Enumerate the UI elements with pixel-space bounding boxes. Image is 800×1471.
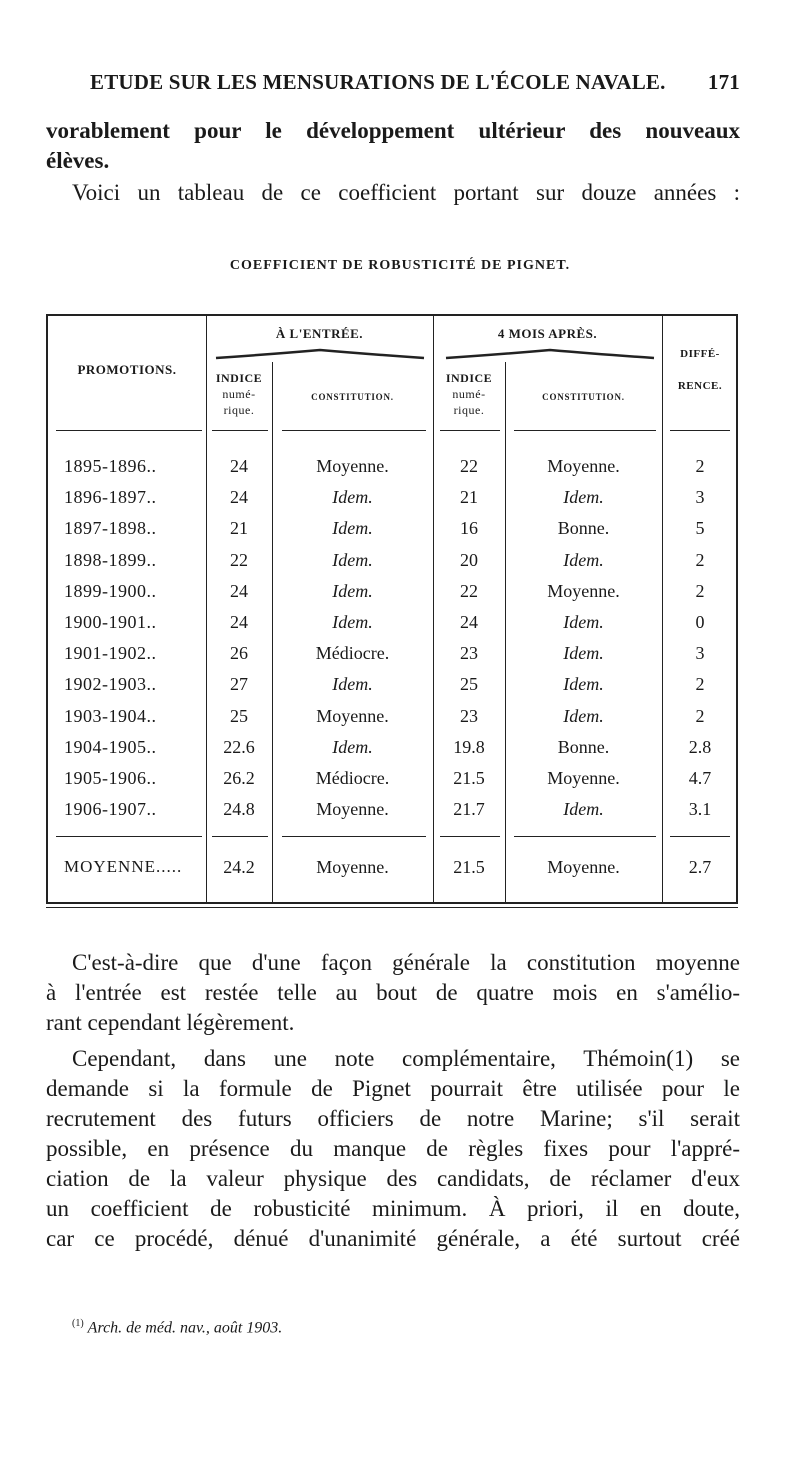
header-difference-2: RENCE. bbox=[677, 380, 723, 392]
table-row bbox=[0, 612, 800, 642]
difference-cell: 2 bbox=[695, 705, 705, 726]
constitution-apres-cell: Moyenne. bbox=[547, 768, 620, 788]
constitution-entree-cell: Médiocre. bbox=[315, 643, 390, 664]
header-promotions: PROMOTIONS. bbox=[77, 362, 177, 377]
table-title: COEFFICIENT DE ROBUSTICITÉ DE PIGNET. bbox=[229, 258, 571, 273]
constitution-apres-cell: Idem. bbox=[563, 643, 604, 664]
footnote bbox=[72, 1318, 282, 1337]
header-difference-1: DIFFÉ- bbox=[680, 348, 720, 360]
header-rule bbox=[282, 430, 426, 431]
table-row bbox=[0, 643, 800, 673]
indice-apres-cell: 21 bbox=[460, 487, 478, 508]
brace-apres bbox=[444, 348, 656, 362]
difference-cell: 2 bbox=[695, 674, 705, 695]
promotion-cell: 1906-1907.. bbox=[64, 799, 157, 820]
promotion-cell: 1896-1897.. bbox=[64, 487, 157, 508]
intro-line-1: vorablement pour le développement ultérieur des nouveaux bbox=[46, 118, 740, 143]
constitution-entree-cell: Moyenne. bbox=[316, 799, 389, 820]
header-rule bbox=[212, 430, 268, 431]
average-label: MOYENNE..... bbox=[64, 857, 183, 876]
header-entree: À L'ENTRÉE. bbox=[275, 326, 364, 341]
constitution-apres-cell: Moyenne. bbox=[547, 580, 620, 601]
average-rule bbox=[56, 836, 202, 837]
footnote-text: Arch. de méd. nav., août 1903. bbox=[87, 1319, 283, 1337]
difference-cell: 2 bbox=[695, 549, 705, 570]
indice-apres-cell: 25 bbox=[460, 674, 478, 695]
indice-apres-cell: 22 bbox=[460, 456, 478, 476]
average-rule bbox=[440, 836, 500, 837]
promotion-cell: 1897-1898.. bbox=[64, 518, 157, 539]
indice-entree-cell: 22 bbox=[230, 549, 248, 570]
average-indice1: 24.2 bbox=[223, 857, 255, 877]
constitution-entree-cell: Médiocre. bbox=[315, 768, 390, 788]
header-apres: 4 MOIS APRÈS. bbox=[497, 326, 598, 341]
body-line: ciation de la valeur physique des candidats, de réclamer d'eux bbox=[46, 1166, 740, 1191]
constitution-entree-cell: Moyenne. bbox=[316, 705, 389, 726]
table-row bbox=[0, 674, 800, 704]
body-line: C'est-à-dire que d'une façon générale la constitution moyenne bbox=[72, 950, 740, 975]
average-rule bbox=[282, 836, 426, 837]
indice-apres-cell: 16 bbox=[460, 518, 478, 539]
table-row bbox=[0, 518, 800, 548]
indice-apres-cell: 24 bbox=[460, 612, 478, 632]
indice-entree-cell: 21 bbox=[230, 518, 248, 539]
indice-entree-cell: 26 bbox=[230, 643, 248, 664]
intro-lead bbox=[72, 178, 740, 208]
body-line: car ce procédé, dénué d'unanimité générale, a été surtout créé bbox=[46, 1226, 740, 1251]
body-line: demande si la formule de Pignet pourrait être utilisée pour le bbox=[46, 1076, 740, 1101]
indice-apres-cell: 21.7 bbox=[453, 799, 485, 820]
intro-line-2: élèves. bbox=[46, 148, 110, 173]
body-line: recrutement des futurs officiers de notre Marine; s'il serait bbox=[46, 1106, 740, 1131]
constitution-apres-cell: Idem. bbox=[563, 705, 604, 726]
promotion-cell: 1903-1904.. bbox=[64, 705, 157, 726]
table-row bbox=[0, 768, 800, 798]
header-rule bbox=[670, 430, 730, 431]
indice-entree-cell: 24 bbox=[230, 456, 248, 476]
page-number: 171 bbox=[707, 70, 740, 94]
constitution-apres-cell: Idem. bbox=[563, 487, 604, 508]
difference-cell: 5 bbox=[695, 518, 705, 539]
difference-cell: 3.1 bbox=[688, 799, 712, 820]
promotion-cell: 1901-1902.. bbox=[64, 643, 157, 664]
constitution-entree-cell: Idem. bbox=[332, 518, 373, 539]
constitution-apres-cell: Idem. bbox=[563, 549, 604, 570]
constitution-entree-cell: Idem. bbox=[332, 674, 373, 695]
difference-cell: 3 bbox=[695, 643, 705, 664]
body-line: possible, en présence du manque de règles fixes pour l'appré- bbox=[46, 1136, 740, 1161]
table-row bbox=[0, 456, 800, 486]
table-row bbox=[0, 737, 800, 767]
intro-line-3: Voici un tableau de ce coefficient portant sur douze années : bbox=[72, 180, 740, 205]
header-constitution-apres: CONSTITUTION. bbox=[542, 392, 625, 402]
indice-apres-cell: 20 bbox=[460, 549, 478, 570]
average-rule bbox=[670, 836, 730, 837]
difference-cell: 3 bbox=[695, 487, 705, 508]
difference-cell: 0 bbox=[695, 612, 705, 632]
indice-entree-cell: 22.6 bbox=[223, 736, 255, 757]
table-average-row bbox=[0, 857, 800, 887]
indice-entree-cell: 26.2 bbox=[223, 768, 255, 788]
table-row bbox=[0, 550, 800, 580]
indice-entree-cell: 24 bbox=[230, 612, 248, 632]
body-line: rant cependant légèrement. bbox=[46, 1010, 295, 1035]
average-indice2: 21.5 bbox=[453, 857, 485, 877]
table-row bbox=[0, 581, 800, 611]
promotion-cell: 1905-1906.. bbox=[64, 768, 157, 788]
promotion-cell: 1902-1903.. bbox=[64, 674, 157, 695]
indice-apres-cell: 21.5 bbox=[453, 768, 485, 788]
indice-entree-cell: 25 bbox=[230, 705, 248, 726]
constitution-entree-cell: Idem. bbox=[332, 736, 373, 757]
difference-cell: 2 bbox=[695, 580, 705, 601]
header-rule bbox=[440, 430, 500, 431]
header-rule bbox=[56, 430, 202, 431]
constitution-apres-cell: Bonne. bbox=[557, 736, 610, 757]
average-diff: 2.7 bbox=[688, 857, 712, 877]
promotion-cell: 1899-1900.. bbox=[64, 580, 157, 601]
average-const1: Moyenne. bbox=[316, 857, 389, 877]
difference-cell: 4.7 bbox=[688, 768, 712, 788]
difference-cell: 2 bbox=[695, 456, 705, 476]
difference-cell: 2.8 bbox=[688, 736, 712, 757]
indice-apres-cell: 23 bbox=[460, 643, 478, 664]
constitution-apres-cell: Idem. bbox=[563, 674, 604, 695]
constitution-apres-cell: Idem. bbox=[563, 799, 604, 820]
table-row bbox=[0, 487, 800, 517]
body-line: à l'entrée est restée telle au bout de quatre mois en s'amélio- bbox=[46, 980, 740, 1005]
header-indice-entree: INDICE numé- rique. bbox=[215, 371, 263, 417]
constitution-apres-cell: Bonne. bbox=[557, 518, 610, 539]
brace-entree bbox=[214, 348, 426, 362]
indice-apres-cell: 19.8 bbox=[453, 736, 485, 757]
promotion-cell: 1904-1905.. bbox=[64, 736, 157, 757]
body-paragraph-1 bbox=[46, 948, 740, 1038]
indice-entree-cell: 27 bbox=[230, 674, 248, 695]
constitution-entree-cell: Idem. bbox=[332, 612, 373, 632]
indice-entree-cell: 24.8 bbox=[223, 799, 255, 820]
constitution-entree-cell: Idem. bbox=[332, 549, 373, 570]
constitution-apres-cell: Idem. bbox=[563, 612, 604, 632]
body-line: Cependant, dans une note complémentaire, Thémoin(1) se bbox=[72, 1046, 740, 1071]
average-rule bbox=[514, 836, 656, 837]
intro-paragraph bbox=[46, 116, 740, 176]
constitution-entree-cell: Idem. bbox=[332, 487, 373, 508]
constitution-entree-cell: Idem. bbox=[332, 580, 373, 601]
table-row bbox=[0, 799, 800, 829]
indice-entree-cell: 24 bbox=[230, 487, 248, 508]
promotion-cell: 1895-1896.. bbox=[64, 456, 157, 476]
promotion-cell: 1900-1901.. bbox=[64, 612, 157, 632]
average-const2: Moyenne. bbox=[547, 857, 620, 877]
footnote-mark: (1) bbox=[72, 1318, 84, 1329]
header-constitution-entree: CONSTITUTION. bbox=[311, 392, 394, 402]
table-row bbox=[0, 706, 800, 736]
average-rule bbox=[212, 836, 268, 837]
header-indice-apres: INDICE numé- rique. bbox=[445, 371, 493, 417]
constitution-apres-cell: Moyenne. bbox=[547, 456, 620, 476]
indice-entree-cell: 24 bbox=[230, 580, 248, 601]
constitution-entree-cell: Moyenne. bbox=[316, 456, 389, 476]
body-paragraph-2 bbox=[46, 1044, 740, 1254]
indice-apres-cell: 23 bbox=[460, 705, 478, 726]
header-rule bbox=[514, 430, 656, 431]
indice-apres-cell: 22 bbox=[460, 580, 478, 601]
running-head-title: ETUDE SUR LES MENSURATIONS DE L'ÉCOLE NAVALE. bbox=[90, 70, 666, 94]
promotion-cell: 1898-1899.. bbox=[64, 549, 157, 570]
body-line: un coefficient de robusticité minimum. À priori, il en doute, bbox=[46, 1196, 740, 1221]
